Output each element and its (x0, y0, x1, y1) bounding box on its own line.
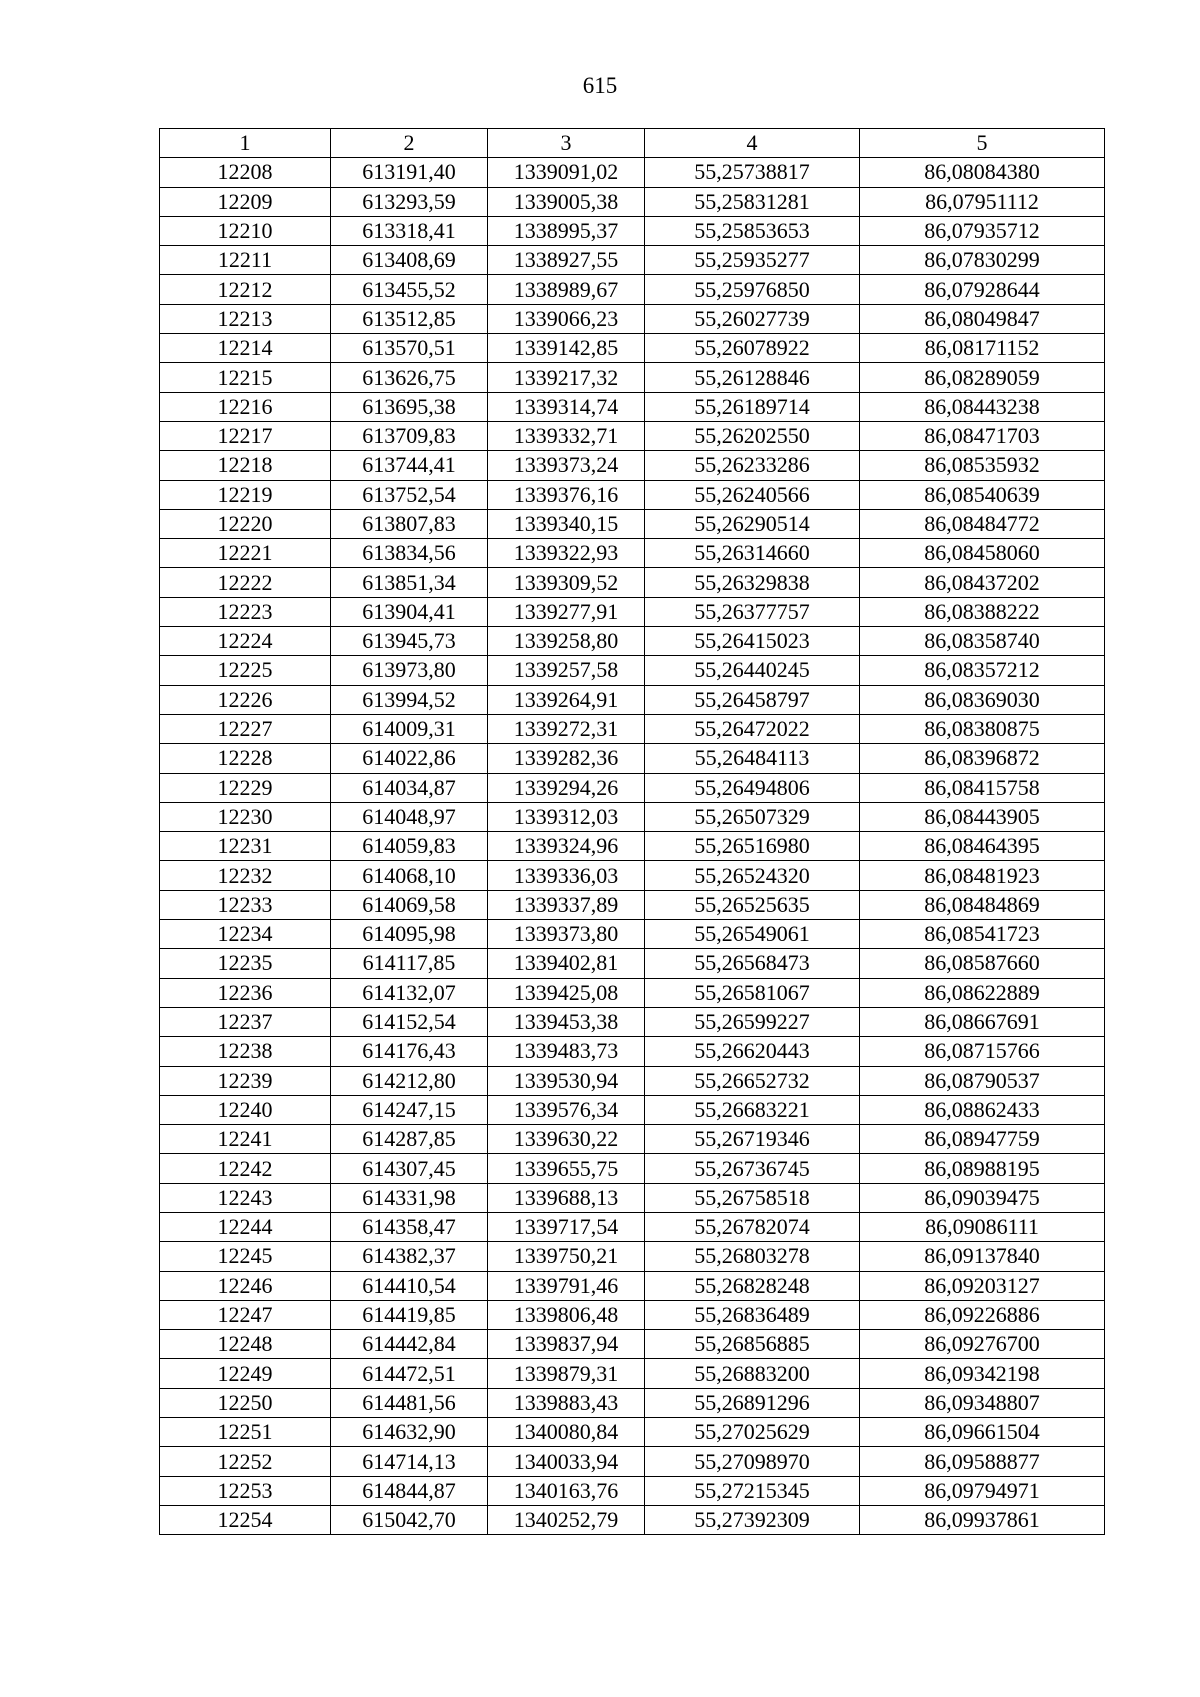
table-cell: 12225 (160, 656, 331, 685)
table-cell: 86,08437202 (860, 568, 1105, 597)
column-header: 1 (160, 129, 331, 158)
column-header: 2 (331, 129, 488, 158)
table-cell: 55,25935277 (645, 246, 860, 275)
table-cell: 55,26516980 (645, 832, 860, 861)
coordinates-table (159, 128, 1105, 1535)
table-row (160, 1418, 1105, 1447)
table-cell: 614382,37 (331, 1242, 488, 1271)
table-cell: 55,26377757 (645, 597, 860, 626)
table-cell: 55,26683221 (645, 1095, 860, 1124)
table-row (160, 773, 1105, 802)
table-cell: 55,26027739 (645, 304, 860, 333)
table-cell: 12221 (160, 539, 331, 568)
table-cell: 86,08396872 (860, 744, 1105, 773)
table-cell: 86,07928644 (860, 275, 1105, 304)
table-row (160, 744, 1105, 773)
table-cell: 86,08667691 (860, 1007, 1105, 1036)
table-cell: 614132,07 (331, 978, 488, 1007)
table-cell: 613904,41 (331, 597, 488, 626)
table-cell: 55,26329838 (645, 568, 860, 597)
table-cell: 55,25853653 (645, 216, 860, 245)
table-row (160, 187, 1105, 216)
table-cell: 614632,90 (331, 1418, 488, 1447)
table-cell: 1339337,89 (488, 890, 645, 919)
table-cell: 55,26758518 (645, 1183, 860, 1212)
table-cell: 86,08790537 (860, 1066, 1105, 1095)
table-cell: 613408,69 (331, 246, 488, 275)
table-cell: 613626,75 (331, 363, 488, 392)
table-cell: 55,25738817 (645, 158, 860, 187)
table-cell: 86,09276700 (860, 1330, 1105, 1359)
table-cell: 1339264,91 (488, 685, 645, 714)
table-cell: 1339373,24 (488, 451, 645, 480)
table-cell: 614048,97 (331, 802, 488, 831)
table-cell: 55,26620443 (645, 1037, 860, 1066)
table-cell: 614472,51 (331, 1359, 488, 1388)
table-cell: 86,08540639 (860, 480, 1105, 509)
table-cell: 86,08715766 (860, 1037, 1105, 1066)
table-cell: 12212 (160, 275, 331, 304)
table-cell: 1339717,54 (488, 1212, 645, 1241)
table-row (160, 363, 1105, 392)
table-cell: 1339324,96 (488, 832, 645, 861)
table-cell: 12254 (160, 1505, 331, 1534)
table-cell: 86,08443905 (860, 802, 1105, 831)
table-cell: 614287,85 (331, 1125, 488, 1154)
table-cell: 86,08049847 (860, 304, 1105, 333)
table-cell: 86,09342198 (860, 1359, 1105, 1388)
table-row (160, 1271, 1105, 1300)
table-cell: 1338989,67 (488, 275, 645, 304)
table-cell: 12236 (160, 978, 331, 1007)
table-cell: 12224 (160, 627, 331, 656)
table-cell: 55,26472022 (645, 714, 860, 743)
table-cell: 12239 (160, 1066, 331, 1095)
table-row (160, 627, 1105, 656)
table-cell: 86,08171152 (860, 334, 1105, 363)
table-row (160, 568, 1105, 597)
table-cell: 55,27215345 (645, 1476, 860, 1505)
table-cell: 614176,43 (331, 1037, 488, 1066)
table-cell: 12222 (160, 568, 331, 597)
table-cell: 1339272,31 (488, 714, 645, 743)
table-row (160, 832, 1105, 861)
table-cell: 1339806,48 (488, 1300, 645, 1329)
table-row (160, 480, 1105, 509)
table-row (160, 1154, 1105, 1183)
table-cell: 614442,84 (331, 1330, 488, 1359)
table-cell: 1339376,16 (488, 480, 645, 509)
table-cell: 55,26128846 (645, 363, 860, 392)
table-cell: 1339142,85 (488, 334, 645, 363)
table-cell: 613945,73 (331, 627, 488, 656)
table-row (160, 1212, 1105, 1241)
table-row (160, 421, 1105, 450)
table-cell: 55,26828248 (645, 1271, 860, 1300)
table-cell: 613744,41 (331, 451, 488, 480)
table-cell: 12241 (160, 1125, 331, 1154)
table-row (160, 1125, 1105, 1154)
table-cell: 613455,52 (331, 275, 488, 304)
table-cell: 86,08388222 (860, 597, 1105, 626)
table-row (160, 1476, 1105, 1505)
table-cell: 12216 (160, 392, 331, 421)
table-cell: 86,09039475 (860, 1183, 1105, 1212)
table-cell: 1339314,74 (488, 392, 645, 421)
table-cell: 12242 (160, 1154, 331, 1183)
table-cell: 1339883,43 (488, 1388, 645, 1417)
table-cell: 12228 (160, 744, 331, 773)
table-cell: 12248 (160, 1330, 331, 1359)
table-cell: 55,26202550 (645, 421, 860, 450)
table-cell: 12208 (160, 158, 331, 187)
table-cell: 55,26484113 (645, 744, 860, 773)
table-row (160, 861, 1105, 890)
table-cell: 86,08947759 (860, 1125, 1105, 1154)
table-cell: 613512,85 (331, 304, 488, 333)
table-cell: 55,26525635 (645, 890, 860, 919)
table-cell: 1339217,32 (488, 363, 645, 392)
table-cell: 12237 (160, 1007, 331, 1036)
table-row (160, 978, 1105, 1007)
table-cell: 1339576,34 (488, 1095, 645, 1124)
table-cell: 1339373,80 (488, 920, 645, 949)
table-cell: 86,08369030 (860, 685, 1105, 714)
table-cell: 613570,51 (331, 334, 488, 363)
table-cell: 614022,86 (331, 744, 488, 773)
table-cell: 614117,85 (331, 949, 488, 978)
table-cell: 86,09661504 (860, 1418, 1105, 1447)
table-cell: 12246 (160, 1271, 331, 1300)
table-cell: 86,08458060 (860, 539, 1105, 568)
table-cell: 55,26719346 (645, 1125, 860, 1154)
table-cell: 55,26494806 (645, 773, 860, 802)
table-row (160, 1505, 1105, 1534)
table-row (160, 890, 1105, 919)
table-cell: 86,08484869 (860, 890, 1105, 919)
table-cell: 86,08622889 (860, 978, 1105, 1007)
table-cell: 12209 (160, 187, 331, 216)
table-cell: 12210 (160, 216, 331, 245)
table-row (160, 216, 1105, 245)
table-body (160, 158, 1105, 1535)
table-cell: 613752,54 (331, 480, 488, 509)
table-cell: 55,26883200 (645, 1359, 860, 1388)
table-cell: 55,25976850 (645, 275, 860, 304)
table-row (160, 597, 1105, 626)
table-cell: 1339066,23 (488, 304, 645, 333)
table-row (160, 392, 1105, 421)
table-cell: 12231 (160, 832, 331, 861)
table-cell: 614331,98 (331, 1183, 488, 1212)
table-cell: 12218 (160, 451, 331, 480)
table-cell: 1339791,46 (488, 1271, 645, 1300)
table-row (160, 304, 1105, 333)
column-header: 3 (488, 129, 645, 158)
table-cell: 1339336,03 (488, 861, 645, 890)
table-cell: 55,26581067 (645, 978, 860, 1007)
table-cell: 1339879,31 (488, 1359, 645, 1388)
table-cell: 1339483,73 (488, 1037, 645, 1066)
table-cell: 12214 (160, 334, 331, 363)
table-cell: 1339402,81 (488, 949, 645, 978)
table-row (160, 802, 1105, 831)
table-cell: 86,09348807 (860, 1388, 1105, 1417)
table-cell: 1339257,58 (488, 656, 645, 685)
table-cell: 12219 (160, 480, 331, 509)
table-cell: 12247 (160, 1300, 331, 1329)
table-cell: 86,08084380 (860, 158, 1105, 187)
table-cell: 613851,34 (331, 568, 488, 597)
table-cell: 12223 (160, 597, 331, 626)
table-cell: 613293,59 (331, 187, 488, 216)
table-cell: 1339425,08 (488, 978, 645, 1007)
table-cell: 55,26507329 (645, 802, 860, 831)
table-cell: 614307,45 (331, 1154, 488, 1183)
table-cell: 86,08357212 (860, 656, 1105, 685)
table-cell: 86,08471703 (860, 421, 1105, 450)
table-header (160, 129, 1105, 158)
table-cell: 1339091,02 (488, 158, 645, 187)
table-cell: 55,26652732 (645, 1066, 860, 1095)
table-cell: 1340033,94 (488, 1447, 645, 1476)
table-row (160, 158, 1105, 187)
table-cell: 614068,10 (331, 861, 488, 890)
table-cell: 613994,52 (331, 685, 488, 714)
table-cell: 12213 (160, 304, 331, 333)
table-cell: 55,26078922 (645, 334, 860, 363)
table-row (160, 1037, 1105, 1066)
table-cell: 1339309,52 (488, 568, 645, 597)
table-cell: 12227 (160, 714, 331, 743)
table-cell: 12230 (160, 802, 331, 831)
table-cell: 55,26524320 (645, 861, 860, 890)
table-cell: 12215 (160, 363, 331, 392)
table-cell: 12251 (160, 1418, 331, 1447)
table-cell: 1339837,94 (488, 1330, 645, 1359)
table-row (160, 714, 1105, 743)
table-cell: 55,26549061 (645, 920, 860, 949)
table-cell: 86,09794971 (860, 1476, 1105, 1505)
table-cell: 12249 (160, 1359, 331, 1388)
page-number: 615 (582, 73, 618, 98)
table-cell: 12226 (160, 685, 331, 714)
table-cell: 86,07951112 (860, 187, 1105, 216)
table-cell: 613318,41 (331, 216, 488, 245)
table-row (160, 1095, 1105, 1124)
table-cell: 614152,54 (331, 1007, 488, 1036)
table-cell: 55,25831281 (645, 187, 860, 216)
table-cell: 86,08380875 (860, 714, 1105, 743)
table-cell: 12233 (160, 890, 331, 919)
table-row (160, 1066, 1105, 1095)
table-cell: 12235 (160, 949, 331, 978)
table-cell: 55,26736745 (645, 1154, 860, 1183)
table-cell: 12211 (160, 246, 331, 275)
table-cell: 12243 (160, 1183, 331, 1212)
table-row (160, 509, 1105, 538)
table-cell: 55,26803278 (645, 1242, 860, 1271)
table-cell: 86,08443238 (860, 392, 1105, 421)
table-cell: 86,09588877 (860, 1447, 1105, 1476)
table-cell: 12238 (160, 1037, 331, 1066)
table-row (160, 1359, 1105, 1388)
table-cell: 1339453,38 (488, 1007, 645, 1036)
table-cell: 614419,85 (331, 1300, 488, 1329)
table-cell: 1339005,38 (488, 187, 645, 216)
table-cell: 1339258,80 (488, 627, 645, 656)
table-cell: 1339630,22 (488, 1125, 645, 1154)
table-row (160, 1447, 1105, 1476)
table-row (160, 920, 1105, 949)
table-cell: 1339282,36 (488, 744, 645, 773)
table-cell: 86,08535932 (860, 451, 1105, 480)
table-cell: 12217 (160, 421, 331, 450)
table-cell: 12250 (160, 1388, 331, 1417)
table-cell: 1340252,79 (488, 1505, 645, 1534)
table-cell: 86,09137840 (860, 1242, 1105, 1271)
table-row (160, 1242, 1105, 1271)
column-header: 5 (860, 129, 1105, 158)
table-cell: 12244 (160, 1212, 331, 1241)
table-cell: 614481,56 (331, 1388, 488, 1417)
table-cell: 614714,13 (331, 1447, 488, 1476)
table-cell: 1339655,75 (488, 1154, 645, 1183)
table-cell: 86,07830299 (860, 246, 1105, 275)
header-row (160, 129, 1105, 158)
table-cell: 86,08541723 (860, 920, 1105, 949)
table-cell: 86,09203127 (860, 1271, 1105, 1300)
table-cell: 614410,54 (331, 1271, 488, 1300)
table-cell: 614095,98 (331, 920, 488, 949)
table-row (160, 1388, 1105, 1417)
table-cell: 12232 (160, 861, 331, 890)
table-cell: 55,26314660 (645, 539, 860, 568)
table-cell: 613973,80 (331, 656, 488, 685)
table-cell: 1339322,93 (488, 539, 645, 568)
table-cell: 55,27025629 (645, 1418, 860, 1447)
table-row (160, 539, 1105, 568)
table-cell: 55,26891296 (645, 1388, 860, 1417)
table-cell: 614844,87 (331, 1476, 488, 1505)
table-row (160, 334, 1105, 363)
table-row (160, 949, 1105, 978)
table-cell: 614034,87 (331, 773, 488, 802)
table-cell: 55,26440245 (645, 656, 860, 685)
table-cell: 55,26856885 (645, 1330, 860, 1359)
table-cell: 12252 (160, 1447, 331, 1476)
table-cell: 86,08862433 (860, 1095, 1105, 1124)
table-cell: 613695,38 (331, 392, 488, 421)
table-cell: 12220 (160, 509, 331, 538)
table-cell: 86,08481923 (860, 861, 1105, 890)
table-cell: 55,26189714 (645, 392, 860, 421)
table-cell: 1339530,94 (488, 1066, 645, 1095)
table-cell: 86,09086111 (860, 1212, 1105, 1241)
table-row (160, 1300, 1105, 1329)
table-cell: 615042,70 (331, 1505, 488, 1534)
table-cell: 614358,47 (331, 1212, 488, 1241)
table-cell: 1339750,21 (488, 1242, 645, 1271)
table-row (160, 1183, 1105, 1212)
table-cell: 1340163,76 (488, 1476, 645, 1505)
table-cell: 55,26568473 (645, 949, 860, 978)
table-cell: 55,26233286 (645, 451, 860, 480)
table-cell: 55,26458797 (645, 685, 860, 714)
table-row (160, 1330, 1105, 1359)
table-cell: 614009,31 (331, 714, 488, 743)
table-row (160, 656, 1105, 685)
table-cell: 86,09937861 (860, 1505, 1105, 1534)
table-cell: 86,08289059 (860, 363, 1105, 392)
table-cell: 614247,15 (331, 1095, 488, 1124)
table-row (160, 685, 1105, 714)
table-cell: 55,26599227 (645, 1007, 860, 1036)
table-cell: 55,27098970 (645, 1447, 860, 1476)
table-cell: 1339277,91 (488, 597, 645, 626)
table-cell: 613834,56 (331, 539, 488, 568)
table-cell: 12234 (160, 920, 331, 949)
column-header: 4 (645, 129, 860, 158)
table-cell: 86,07935712 (860, 216, 1105, 245)
table-cell: 613807,83 (331, 509, 488, 538)
table-cell: 1339332,71 (488, 421, 645, 450)
table-cell: 614059,83 (331, 832, 488, 861)
table-row (160, 275, 1105, 304)
table-cell: 55,26782074 (645, 1212, 860, 1241)
table-cell: 614069,58 (331, 890, 488, 919)
table-cell: 1339312,03 (488, 802, 645, 831)
table-cell: 55,27392309 (645, 1505, 860, 1534)
table-cell: 86,08587660 (860, 949, 1105, 978)
table-cell: 55,26240566 (645, 480, 860, 509)
table-cell: 1338995,37 (488, 216, 645, 245)
table-cell: 613709,83 (331, 421, 488, 450)
table-cell: 55,26290514 (645, 509, 860, 538)
table-cell: 1338927,55 (488, 246, 645, 275)
table-cell: 86,08988195 (860, 1154, 1105, 1183)
table-cell: 55,26415023 (645, 627, 860, 656)
table-row (160, 246, 1105, 275)
table-cell: 613191,40 (331, 158, 488, 187)
table-cell: 12240 (160, 1095, 331, 1124)
table-row (160, 451, 1105, 480)
table-cell: 12253 (160, 1476, 331, 1505)
table-cell: 86,09226886 (860, 1300, 1105, 1329)
table-cell: 55,26836489 (645, 1300, 860, 1329)
table-cell: 1339294,26 (488, 773, 645, 802)
table-cell: 1339688,13 (488, 1183, 645, 1212)
table-cell: 86,08484772 (860, 509, 1105, 538)
table-row (160, 1007, 1105, 1036)
table-cell: 86,08358740 (860, 627, 1105, 656)
table-cell: 12229 (160, 773, 331, 802)
table-cell: 1339340,15 (488, 509, 645, 538)
table-cell: 1340080,84 (488, 1418, 645, 1447)
table-cell: 86,08415758 (860, 773, 1105, 802)
table-cell: 614212,80 (331, 1066, 488, 1095)
table-cell: 12245 (160, 1242, 331, 1271)
table-cell: 86,08464395 (860, 832, 1105, 861)
